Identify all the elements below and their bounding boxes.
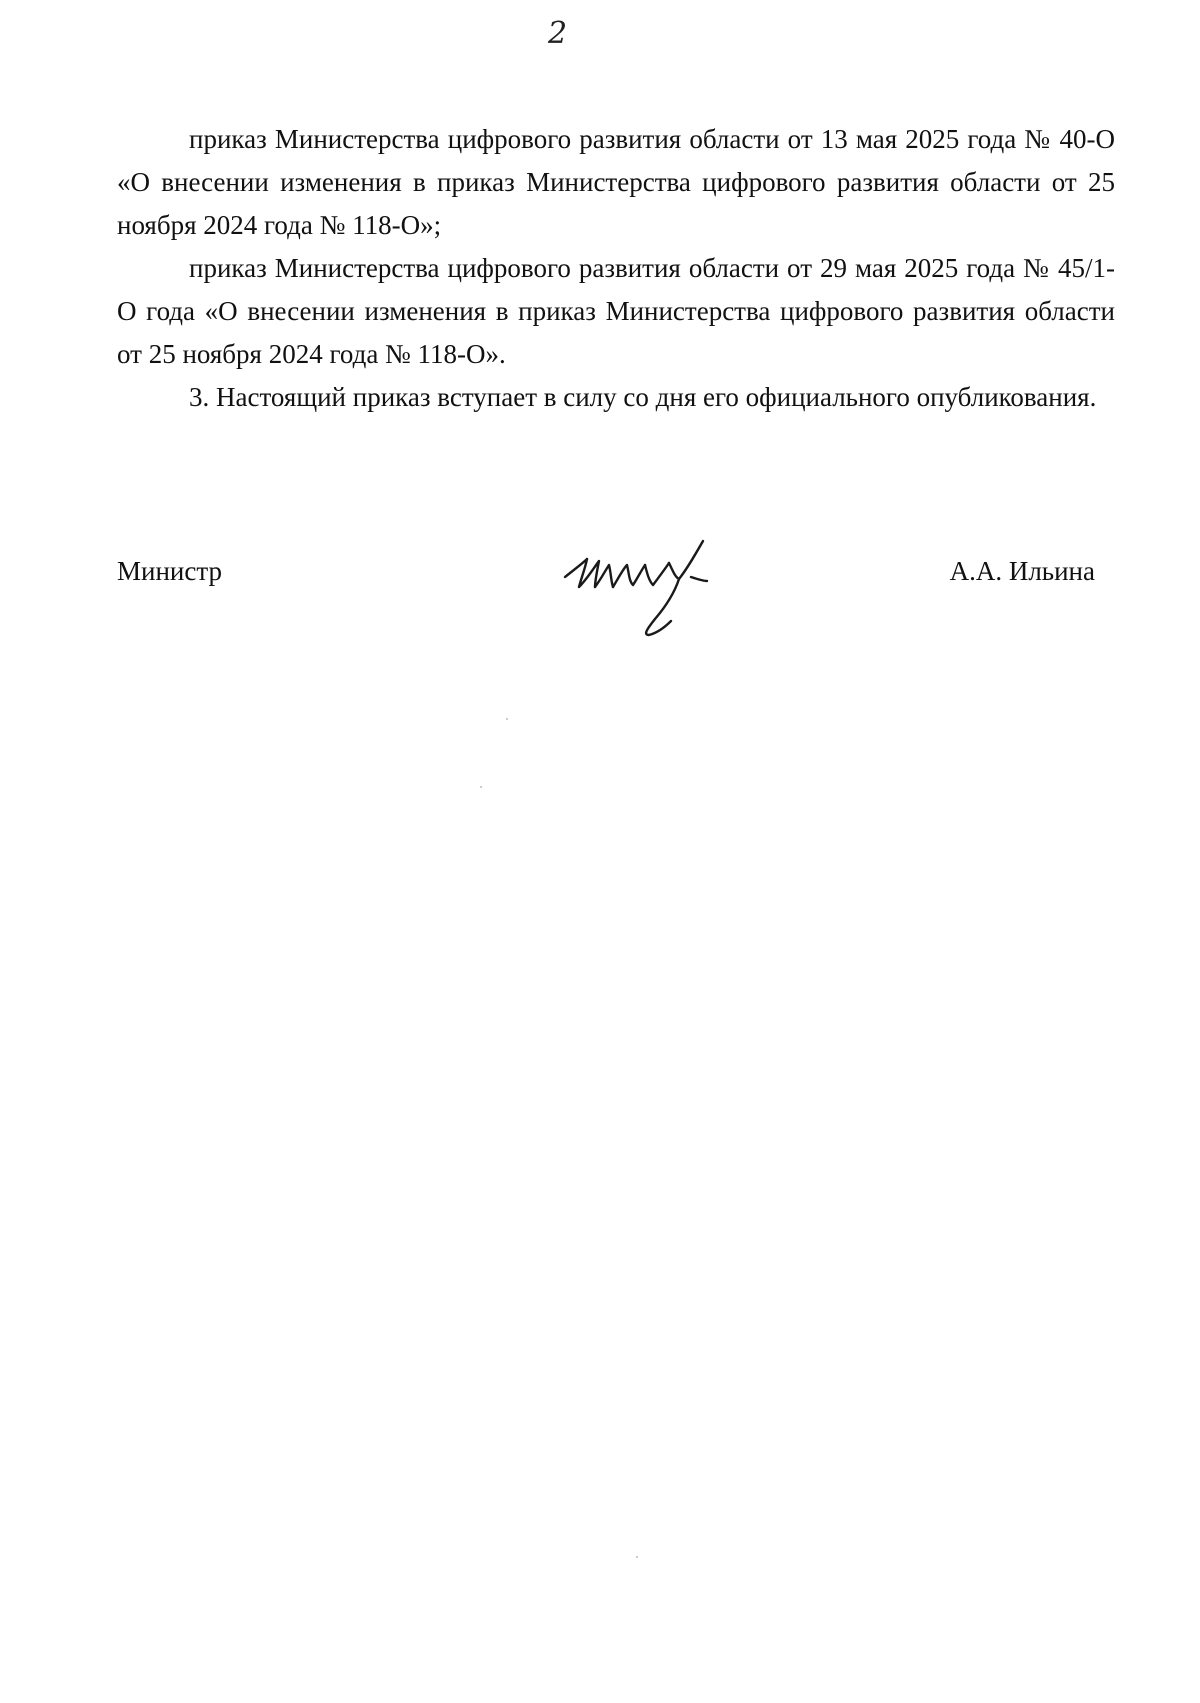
- scan-speck: [636, 1556, 638, 1558]
- signature-block: [117, 545, 1115, 655]
- scan-speck: [480, 786, 482, 788]
- page-number: [548, 14, 588, 54]
- scan-speck: [506, 718, 508, 720]
- handwritten-signature-icon: [557, 535, 737, 645]
- document-body: [117, 118, 1115, 419]
- paragraph-order-45: приказ Министерства цифрового развития области от 29 мая 2025 года № 45/1-О года «О внесении изменения в приказ Министерства цифрового развития области от 25 ноября 2024 года № 118-О».: [117, 253, 1115, 369]
- page-number-handwritten: 2: [548, 16, 568, 51]
- paragraph-effective-date: 3. Настоящий приказ вступает в силу со дня его официального опубликования.: [189, 382, 1097, 412]
- paragraph-order-40: приказ Министерства цифрового развития области от 13 мая 2025 года № 40-О «О внесении изменения в приказ Министерства цифрового развития области от 25 ноября 2024 года № 118-О»;: [117, 124, 1115, 240]
- signer-name: А.А. Ильина: [949, 556, 1095, 586]
- signer-position: Министр: [117, 556, 222, 586]
